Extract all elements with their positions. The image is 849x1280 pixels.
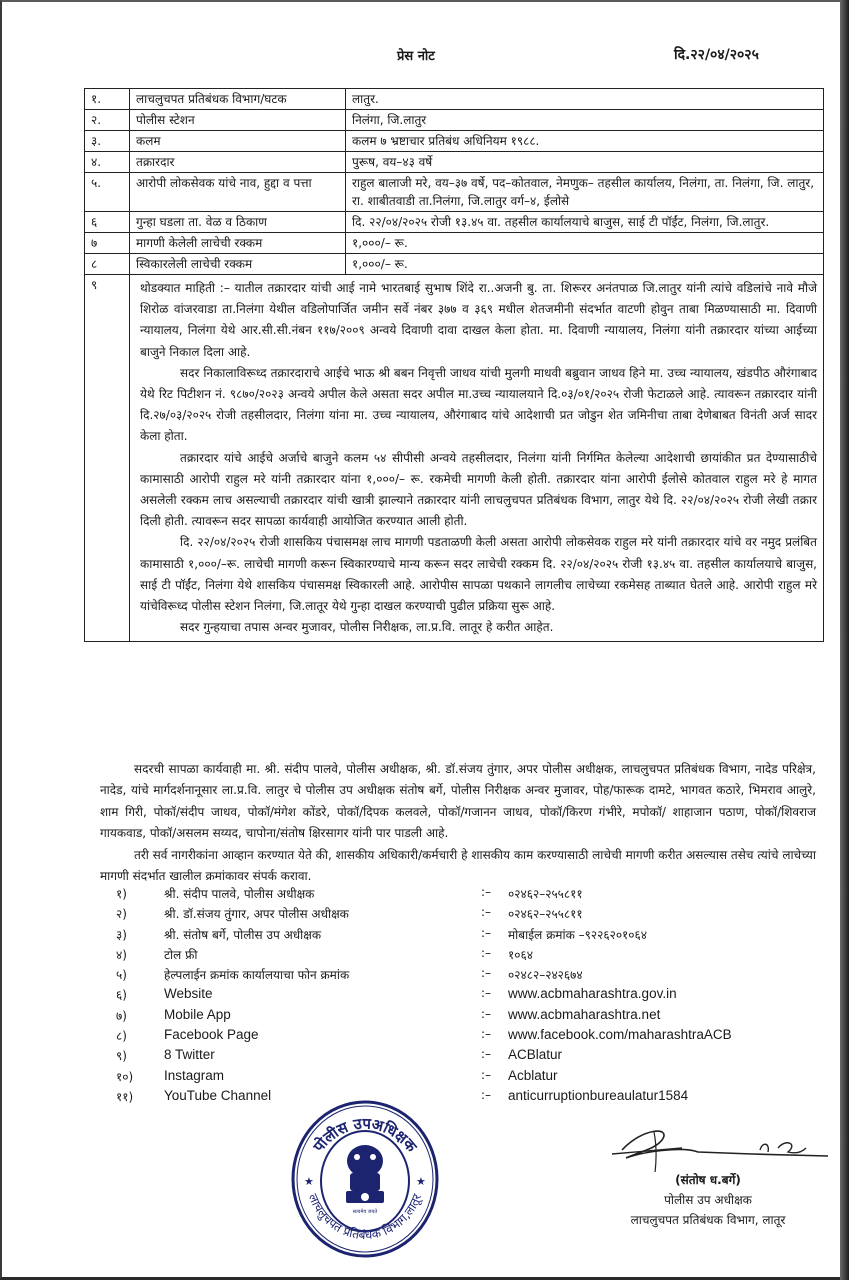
- contact-name: Website: [164, 986, 213, 1002]
- table-row: [85, 152, 824, 173]
- team-paragraph: सदरची सापळा कार्यवाही मा. श्री. संदीप पालवे, पोलीस अधीक्षक, श्री. डॉ.संजय तुंगार, अपर पोलीस अधीक्षक, लाचलुचपत प्रतिबंधक विभाग, नादेड परिक्षेत्र, नादेड, यांचे मार्गदर्शनानूसार ला.प्र.वि. लातुर चे पोलीस उप अधीक्षक संतोष बर्गे, पोलीस निरीक्षक अन्वर मुजावर, पोह/फारूक दामटे, भागवत कठारे, भिमराव आलुरे, शाम गिरी, पोकॉ/संदीप जाधव, पोकॉ/मंगेश कोंडरे, पोकॉ/दिपक कलवले, पोकॉ/गजानन जाधव, पोकॉ/किरण गंभीरे, मपोकॉ/ शाहाजान पठाण, पोकॉ/शिवराज गायकवाड, पोकॉ/असलम सय्यद, चापोना/संतोष क्षिरसागर यांनी पार पाडली आहे.: [100, 762, 816, 841]
- contact-item: [116, 1047, 796, 1067]
- table-row: [85, 233, 824, 254]
- contact-item: [116, 966, 796, 986]
- table-row: [85, 173, 824, 212]
- star-icon: ★: [416, 1175, 426, 1188]
- contact-index: ९): [116, 1049, 127, 1064]
- contact-index: ११): [116, 1089, 134, 1104]
- row-value: १,०००/– रू.: [346, 233, 824, 254]
- signatory-designation: पोलीस उप अधीक्षक: [664, 1193, 752, 1207]
- signatory-office: लाचलुचपत प्रतिबंधक विभाग, लातूर: [630, 1213, 786, 1227]
- row-label: लाचलुचपत प्रतिबंधक विभाग/घटक: [130, 89, 346, 110]
- contact-value: ०२४६२–२५५८११: [508, 887, 583, 901]
- contact-separator: :–: [481, 925, 492, 940]
- contact-item: [116, 1088, 796, 1108]
- website-link[interactable]: www.acbmaharashtra.gov.in: [508, 986, 677, 1002]
- contact-index: ६): [116, 988, 127, 1003]
- row-number: ९: [85, 275, 130, 642]
- contact-name: श्री. संदीप पालवे, पोलीस अधीक्षक: [164, 887, 315, 901]
- table-row: [85, 110, 824, 131]
- contact-separator: :–: [481, 966, 492, 981]
- summary-paragraph: थोडक्यात माहिती :– यातील तक्रारदार यांची आई नामे भारतबाई सुभाष शिंदे रा..अजनी बु. ता. शिरूरर अनंतपाळ जि.लातुर यांनी त्यांचे वडिलांचे नावे मौजे शिरोळ वांजरवाडा ता.निलंगा येथील वडिलोपार्जित जमीन सर्वे नंबर ३७७ व ३६९ मधील शेतजमीनी संदर्भात वाटणी होवुन ताबा मिळण्यासाठी मा. दिवाणी न्यायालय, निलंगा येथे आर.सी.सी.नंबन ११७/२००९ अन्वये दिवाणी दावा दाखल केला होता. मा. दिवाणी न्यायालय, निलंगा यांनी तक्रारदार यांच्या आईच्या बाजुने निकाल दिला आहे.: [140, 281, 817, 359]
- youtube-channel: anticurruptionbureaulatur1584: [508, 1087, 689, 1103]
- contact-item: [116, 905, 796, 925]
- contact-value: १०६४: [508, 947, 533, 962]
- row-label: कलम: [130, 131, 346, 152]
- row-value: लातुर.: [346, 89, 824, 110]
- stamp-top-text: पोलीस उपअधिक्षक: [309, 1114, 421, 1156]
- contact-item: [116, 1027, 796, 1047]
- signature-mark: [602, 1122, 832, 1172]
- summary-paragraph: सदर गुन्हयाचा तपास अन्वर मुजावर, पोलीस निरीक्षक, ला.प्र.वि. लातूर हे करीत आहेत.: [180, 620, 554, 635]
- row-number: २.: [85, 110, 130, 131]
- scan-edge-shadow: [840, 0, 849, 1280]
- contact-item: [116, 1068, 796, 1088]
- row-label: स्विकारलेली लाचेची रक्कम: [130, 254, 346, 275]
- signatory-name: (संतोष ध.बर्गे): [675, 1173, 741, 1187]
- contact-name: Facebook Page: [164, 1027, 259, 1043]
- contact-separator: :–: [481, 1067, 492, 1082]
- contact-separator: :–: [481, 1047, 492, 1062]
- row-number: १.: [85, 89, 130, 110]
- document-title: प्रेस नोट: [397, 49, 435, 64]
- contact-index: १०): [116, 1069, 134, 1084]
- contact-name: Instagram: [164, 1067, 225, 1083]
- contact-name: 8 Twitter: [164, 1047, 215, 1063]
- contact-separator: :–: [481, 986, 492, 1001]
- row-label: आरोपी लोकसेवक यांचे नाव, हुद्दा व पत्ता: [130, 173, 346, 212]
- contact-index: २): [116, 907, 127, 922]
- row-value: दि. २२/०४/२०२५ रोजी १३.४५ वा. तहसील कार्यालयाचे बाजुस, साई टी पॉईंट, निलंगा, जि.लातुर.: [346, 212, 824, 233]
- stamp-bottom-text: लाचलुचपत प्रतिबंधक विभाग,लातूर: [305, 1191, 425, 1243]
- row-value: निलंगा, जि.लातुर: [346, 110, 824, 131]
- contact-separator: :–: [481, 1006, 492, 1021]
- contact-index: ४): [116, 947, 127, 962]
- contact-separator: :–: [481, 945, 492, 960]
- contact-index: ५): [116, 968, 127, 983]
- row-number: ८: [85, 254, 130, 275]
- table-row: [85, 254, 824, 275]
- instagram-handle: Acblatur: [508, 1067, 558, 1083]
- summary-paragraph: दि. २२/०४/२०२५ रोजी शासकिय पंचासमक्ष लाच मागणी पडताळणी केली असता आरोपी लोकसेवक राहुल मरे यांनी तक्रारदार यांचे वर नमुद प्रलंबित कामासाठी १,०००/–रू. लाचेची मागणी करून स्विकारण्याचे मान्य करून सदर लाचेची रक्कम दि. २२/०४/२०२५ रोजी १३.४५ वा. तहसील कार्यालयाचे बाजुस, साई टी पॉईंट, निलंगा येथे शासकिय पंचासमक्ष स्विकारली आहे. आरोपीस सापळा पथकाने लागलीच लाचेच्या रकमेसह ताब्यात घेतले आहे. आरोपी राहुल मरे यांचेविरूध्द पोलीस स्टेशन निलंगा, जि.लातूर येथे गुन्हा दाखल करण्याची पुढील प्रक्रिया सुरू आहे.: [140, 535, 817, 614]
- national-emblem-icon: [346, 1145, 384, 1203]
- contact-item: [116, 885, 796, 905]
- table-row: [85, 89, 824, 110]
- contact-separator: :–: [481, 1027, 492, 1042]
- contact-name: टोल फ्री: [164, 947, 198, 962]
- row-number: ३.: [85, 131, 130, 152]
- contact-separator: :–: [481, 1087, 492, 1102]
- row-label: मागणी केलेली लाचेची रक्कम: [130, 233, 346, 254]
- row-label: तक्रारदार: [130, 152, 346, 173]
- contact-name: YouTube Channel: [164, 1087, 272, 1103]
- case-summary: [130, 275, 824, 642]
- contact-value: ०२४८२–२४२६७४: [508, 968, 583, 983]
- row-label: पोलीस स्टेशन: [130, 110, 346, 131]
- row-number: ५.: [85, 173, 130, 212]
- signatory-block: [588, 1170, 828, 1230]
- row-value: राहुल बालाजी मरे, वय–३७ वर्षे, पद–कोतवाल, नेमणुक– तहसील कार्यालय, निलंगा, ता. निलंगा, जि. लातुर, रा. शाबीतवाडी ता.निलंगा, जि.लातुर वर्ग–४, ईलोसे: [346, 173, 824, 212]
- row-value: १,०००/– रू.: [346, 254, 824, 275]
- case-details-table: [84, 88, 824, 642]
- closing-text: [100, 759, 816, 887]
- table-row-summary: [85, 275, 824, 642]
- contact-separator: :–: [481, 885, 492, 899]
- contact-value: ०२४६२–२५५८११: [508, 907, 583, 922]
- contact-name: Mobile App: [164, 1006, 231, 1022]
- contact-item: [116, 946, 796, 966]
- contact-index: ७): [116, 1008, 127, 1023]
- contact-separator: :–: [481, 905, 492, 920]
- contact-index: १): [116, 887, 127, 901]
- star-icon: ★: [304, 1175, 314, 1188]
- table-row: [85, 212, 824, 233]
- contact-index: ८): [116, 1029, 127, 1044]
- twitter-handle: ACBlatur: [508, 1047, 563, 1063]
- row-value: कलम ७ भ्रष्टाचार प्रतिबंध अधिनियम १९८८.: [346, 131, 824, 152]
- contact-item: [116, 986, 796, 1006]
- contact-name: श्री. संतोष बर्गे, पोलीस उप अधीक्षक: [164, 927, 322, 942]
- summary-paragraph: तक्रारदार यांचे आईचे अर्जाचे बाजुने कलम ५४ सीपीसी अन्वये तहसीलदार, निलंगा यांनी निर्गमित केलेल्या आदेशाची छायांकीत प्रत देण्यासाठीचे कामासाठी आरोपी राहुल मरे यांनी तक्रारदार यांना १,०००/– रू. रकमेची मागणी केली होती. तक्रारदार यांना आरोपी ईलोसे कोतवाल राहुल मरे हे मागत असलेली रक्कम लाच असल्याची तक्रारदार यांची खात्री झाल्याने तक्रारदार यांनी लाचलुचपत प्रतिबंधक विभाग, लातुर येथे दि. २२/०४/२०२५ रोजी लेखी तक्रार दिली होती. त्यावरून सदर सापळा कार्यवाही आयोजित करण्यात आली होती.: [140, 450, 817, 529]
- contact-list: [116, 885, 796, 1108]
- row-number: ६: [85, 212, 130, 233]
- row-number: ७: [85, 233, 130, 254]
- appeal-paragraph: तरी सर्व नागरीकांना आव्हान करण्यात येते की, शासकीय अधिकारी/कर्मचारी हे शासकीय काम करण्यासाठी लाचेची मागणी करीत असल्यास तसेच त्यांचे लाचेच्या मागणी संदर्भात खालील क्रमांकावर संपर्क करावा.: [100, 847, 816, 884]
- contact-name: श्री. डॉ.संजय तुंगार, अपर पोलीस अधीक्षक: [164, 907, 349, 922]
- summary-paragraph: सदर निकालाविरूध्द तक्रारदाराचे आईचे भाऊ श्री बबन निवृत्ती जाधव यांची मुलगी माधवी बब्रुवान जाधव हिने मा. उच्च न्यायालय, खंडपीठ औरंगाबाद येथे रिट पिटीशन नं. ९८७०/२०२३ अन्वये अपील केले असता सदर अपील मा.उच्च न्यायालयाने दि.०३/०१/२०२५ रोजी फेटाळले आहे. त्यावरून तक्रारदार यांनी दि.२७/०३/२०२५ रोजी तहसीलदार, निलंगा यांना मा. उच्च न्यायालय, औरंगाबाद यांचे आदेशाची प्रत जोडुन शेत जमिनीचा ताबा देणेबाबत विनंती अर्ज सादर केला होता.: [140, 365, 817, 444]
- contact-name: हेल्पलाईन क्रमांक कार्यालयाचा फोन क्रमांक: [164, 968, 350, 983]
- row-label: गुन्हा घडला ता. वेळ व ठिकाण: [130, 212, 346, 233]
- document-date: दि.२२/०४/२०२५: [674, 47, 759, 63]
- contact-item: [116, 926, 796, 946]
- contact-value: मोबाईल क्रमांक –९२२६२०१०६४: [508, 927, 648, 942]
- row-value: पुरूष, वय–४३ वर्षे: [346, 152, 824, 173]
- contact-index: ३): [116, 927, 127, 942]
- official-stamp: [290, 1099, 440, 1259]
- row-number: ४.: [85, 152, 130, 173]
- stamp-motto: सत्यमेव जयते: [352, 1209, 378, 1215]
- table-row: [85, 131, 824, 152]
- mobile-app-link[interactable]: www.acbmaharashtra.net: [508, 1006, 661, 1022]
- contact-item: [116, 1007, 796, 1027]
- facebook-link[interactable]: www.facebook.com/maharashtraACB: [508, 1027, 732, 1043]
